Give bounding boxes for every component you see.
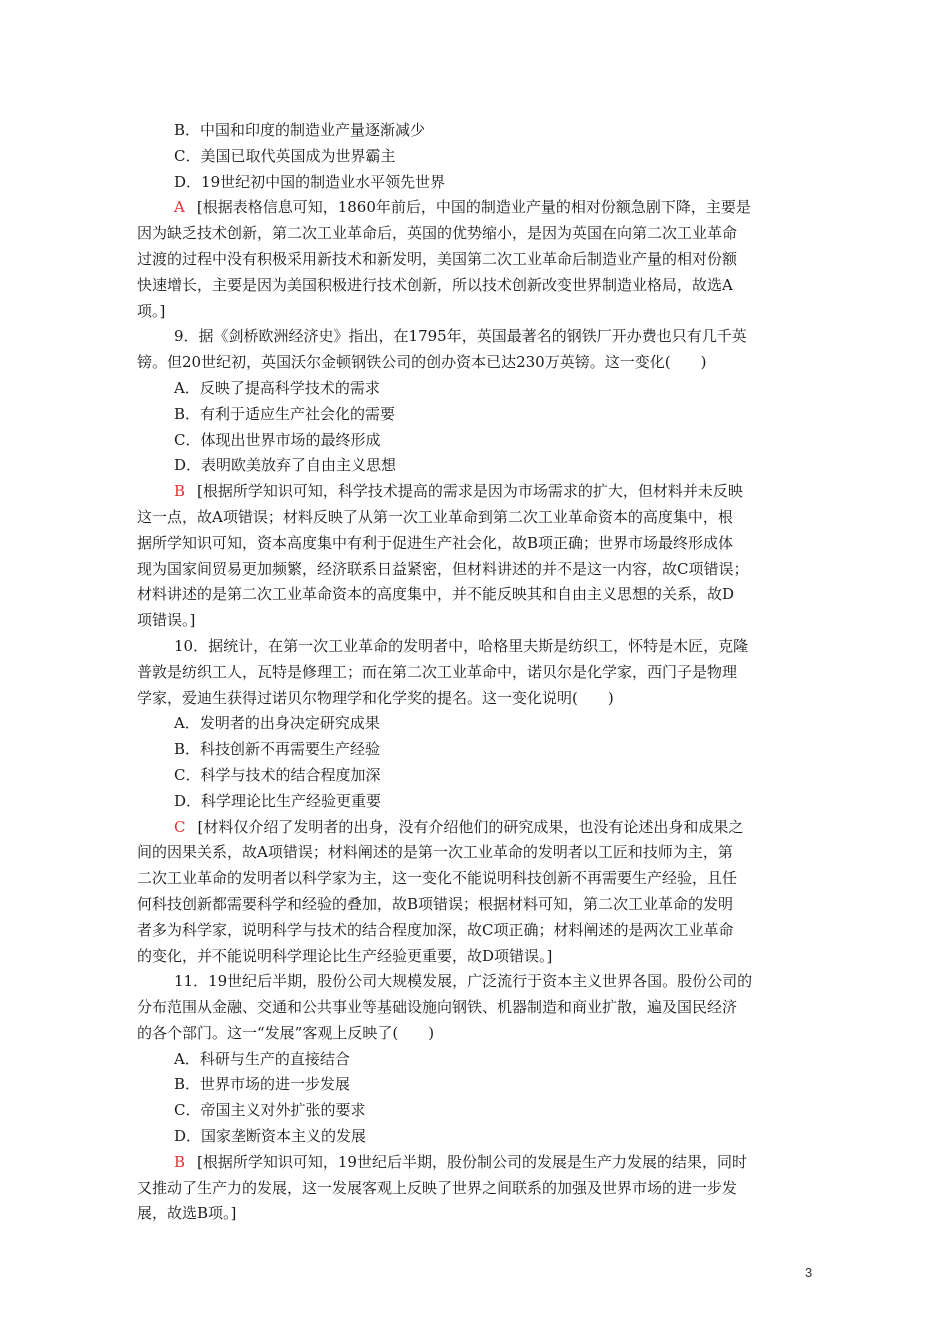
answer-line bbox=[137, 815, 819, 841]
option: D．表明欧美放弃了自由主义思想 bbox=[174, 456, 397, 475]
explanation-text: 据所学知识可知，资本高度集中有利于促进生产社会化，故B项正确；世界市场最终形成体 bbox=[137, 533, 734, 552]
explanation-text: 因为缺乏技术创新，第二次工业革命后，英国的优势缩小，是因为英国在向第二次工业革命 bbox=[137, 224, 738, 243]
option: C．科学与技术的结合程度加深 bbox=[174, 765, 381, 784]
answer-letter: C bbox=[174, 817, 186, 836]
explanation-text: 项错误。] bbox=[137, 611, 196, 630]
answer-letter: B bbox=[174, 482, 186, 501]
explanation-text: 现为国家间贸易更加频繁，经济联系日益紧密，但材料讲述的并不是这一内容，故C项错误； bbox=[137, 559, 749, 578]
answer-line bbox=[137, 195, 819, 221]
option: A．反映了提高科学技术的需求 bbox=[174, 378, 380, 397]
option: B．有利于适应生产社会化的需要 bbox=[174, 404, 396, 423]
explanation-text: [根据所学知识可知，科学技术提高的需求是因为市场需求的扩大，但材料并未反映 bbox=[197, 482, 743, 501]
explanation-text: [材料仅介绍了发明者的出身，没有介绍他们的研究成果，也没有论述出身和成果之 bbox=[197, 817, 744, 836]
explanation-text: 快速增长，主要是因为美国积极进行技术创新，所以技术创新改变世界制造业格局，故选A bbox=[137, 275, 733, 294]
question-9 bbox=[137, 324, 819, 634]
explanation-text: [根据所学知识可知，19世纪后半期，股份制公司的发展是生产力发展的结果，同时 bbox=[197, 1152, 747, 1171]
page-number: 3 bbox=[805, 1265, 813, 1280]
option: A．科研与生产的直接结合 bbox=[174, 1049, 350, 1068]
option: C．美国已取代英国成为世界霸主 bbox=[174, 146, 396, 165]
answer-line bbox=[137, 1150, 819, 1176]
option: B．中国和印度的制造业产量逐渐减少 bbox=[174, 121, 426, 139]
explanation-text: 又推动了生产力的发展，这一发展客观上反映了世界之间联系的加强及世界市场的进一步发 bbox=[137, 1178, 738, 1197]
explanation-text: 者多为科学家，说明科学与技术的结合程度加深，故C项正确；材料阐述的是两次工业革命 bbox=[137, 920, 734, 939]
option: C．帝国主义对外扩张的要求 bbox=[174, 1101, 366, 1120]
explanation-text: 间的因果关系，故A项错误；材料阐述的是第一次工业革命的发明者以工匠和技师为主，第 bbox=[137, 843, 733, 862]
question-stem: 10．据统计，在第一次工业革命的发明者中，哈格里夫斯是纺织工，怀特是木匠，克隆 bbox=[174, 636, 749, 655]
question-stem: 11．19世纪后半期，股份公司大规模发展，广泛流行于资本主义世界各国。股份公司的 bbox=[174, 972, 753, 991]
option: D．科学理论比生产经验更重要 bbox=[174, 791, 382, 810]
question-stem: 普敦是纺织工人，瓦特是修理工；而在第二次工业革命中，诺贝尔是化学家，西门子是物理 bbox=[137, 662, 738, 681]
option: A．发明者的出身决定研究成果 bbox=[174, 714, 380, 733]
question-10 bbox=[137, 634, 819, 969]
option: B．世界市场的进一步发展 bbox=[174, 1075, 351, 1094]
question-11 bbox=[137, 969, 819, 1227]
question-stem: 分布范围从金融、交通和公共事业等基础设施向钢铁、机器制造和商业扩散，遍及国民经济 bbox=[137, 998, 738, 1017]
question-stem: 学家，爱迪生获得过诺贝尔物理学和化学奖的提名。这一变化说明( ) bbox=[137, 688, 614, 707]
option: C．体现出世界市场的最终形成 bbox=[174, 430, 381, 449]
answer-letter: A bbox=[174, 198, 185, 217]
explanation-text: 这一点，故A项错误；材料反映了从第一次工业革命到第二次工业革命资本的高度集中，根 bbox=[137, 507, 733, 526]
answer-letter: B bbox=[174, 1152, 186, 1171]
explanation-text: 项。] bbox=[137, 301, 166, 320]
option: B．科技创新不再需要生产经验 bbox=[174, 740, 381, 759]
option: D．19世纪初中国的制造业水平领先世界 bbox=[174, 172, 446, 191]
explanation-text: 展，故选B项。] bbox=[137, 1204, 237, 1223]
page-content bbox=[137, 118, 819, 1227]
explanation-text: 过渡的过程中没有积极采用新技术和新发明，美国第二次工业革命后制造业产量的相对份额 bbox=[137, 249, 738, 268]
question-stem: 9．据《剑桥欧洲经济史》指出，在1795年，英国最著名的钢铁厂开办费也只有几千英 bbox=[174, 327, 747, 346]
explanation-text: [根据表格信息可知，1860年前后，中国的制造业产量的相对份额急剧下降，主要是 bbox=[196, 198, 751, 217]
explanation-text: 何科技创新都需要科学和经验的叠加，故B项错误；根据材料可知，第二次工业革命的发明 bbox=[137, 894, 734, 913]
option: D．国家垄断资本主义的发展 bbox=[174, 1127, 367, 1146]
question-stem: 镑。但20世纪初，英国沃尔金顿钢铁公司的创办资本已达230万英镑。这一变化( ) bbox=[137, 353, 707, 372]
explanation-text: 材料讲述的是第二次工业革命资本的高度集中，并不能反映其和自由主义思想的关系，故D bbox=[137, 585, 735, 604]
question-stem: 的各个部门。这一“发展”客观上反映了( ) bbox=[137, 1023, 435, 1042]
explanation-text: 的变化，并不能说明科学理论比生产经验更重要，故D项错误。] bbox=[137, 946, 553, 965]
answer-line bbox=[137, 479, 819, 505]
explanation-text: 二次工业革命的发明者以科学家为主，这一变化不能说明科技创新不再需要生产经验，且任 bbox=[137, 869, 738, 888]
question-8 bbox=[137, 118, 819, 324]
